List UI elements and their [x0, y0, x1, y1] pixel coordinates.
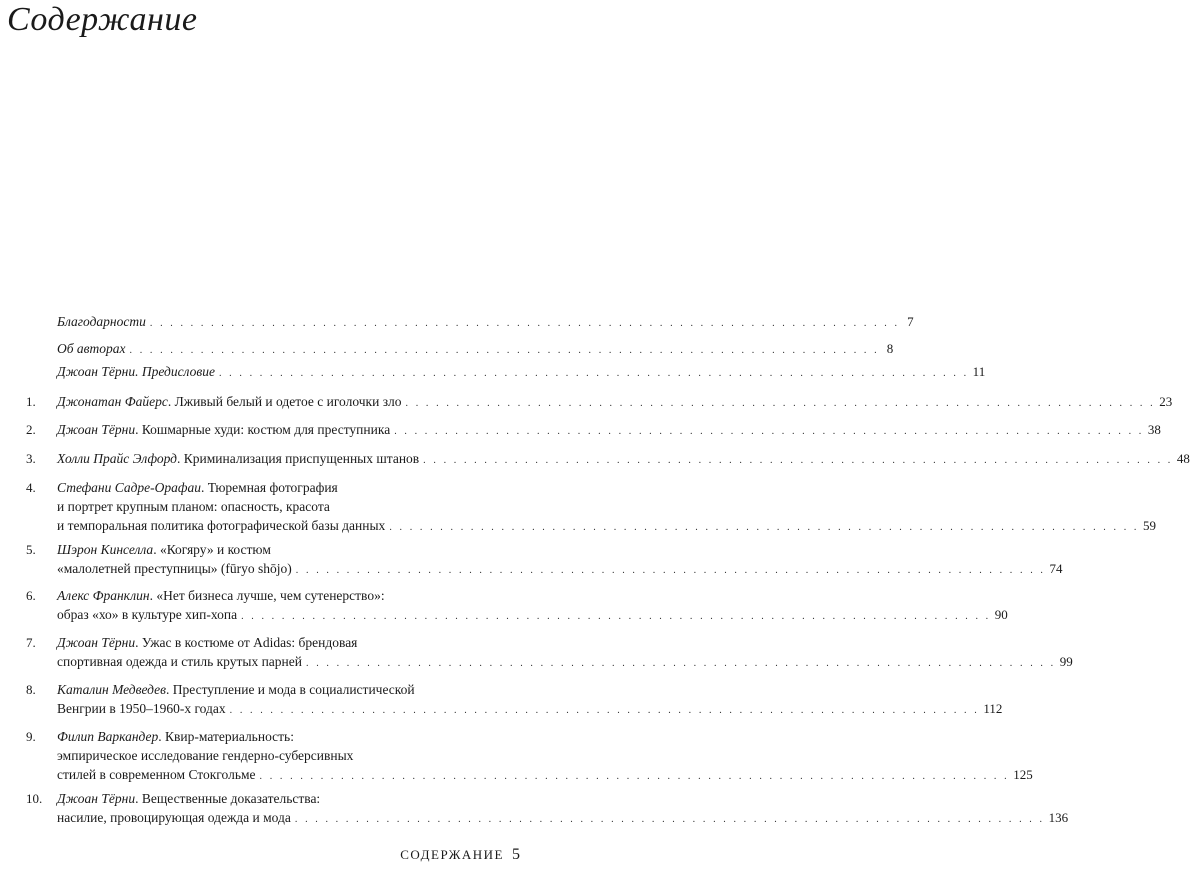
- author-separator: .: [135, 791, 142, 806]
- toc-line: [57, 449, 1190, 471]
- chapter-title-line: и темпоральная политика фотографической базы данных: [57, 518, 386, 533]
- toc-line-text: [57, 339, 126, 359]
- chapter-number: 1.: [26, 394, 36, 409]
- toc-line: [57, 559, 1063, 581]
- chapter-author: Филип Варкандер: [57, 729, 159, 744]
- author-separator: .: [135, 422, 142, 437]
- toc-line-text: [57, 680, 415, 700]
- chapter-title-line: «Когяру» и костюм: [159, 542, 271, 557]
- author-separator: .: [158, 729, 166, 744]
- author-separator: .: [153, 542, 160, 557]
- toc-line-text: [57, 699, 226, 719]
- toc-page-number: 48: [1176, 451, 1190, 466]
- toc-line-text: [57, 605, 237, 625]
- toc-line: [57, 516, 1157, 538]
- toc-line: [57, 699, 1003, 721]
- toc-line-text: [57, 559, 292, 579]
- toc-line-text: [57, 789, 320, 809]
- toc-line: [57, 540, 504, 560]
- toc-line-text: [57, 516, 385, 536]
- chapter-author: Джоан Тёрни: [57, 422, 136, 437]
- chapter-title-line: эмпирическое исследование гендерно-суберсивных: [57, 748, 354, 763]
- dot-leader: . . . . . . . . . . . . . . . . . . . . . . . . . . . . . . . . . . . . . . . . . . . . . . . . . . . . . . . . . . . . . . . . . . . . . . . . . .: [229, 705, 980, 716]
- chapter-author: Шэрон Кинселла: [57, 542, 154, 557]
- toc-front-title: Джоан Тёрни. Предисловие: [57, 364, 215, 379]
- footer-section-label: СОДЕРЖАНИЕ: [400, 847, 504, 862]
- chapter-author: Алекс Франклин: [57, 588, 150, 603]
- toc-line: [57, 727, 504, 747]
- dot-leader: . . . . . . . . . . . . . . . . . . . . . . . . . . . . . . . . . . . . . . . . . . . . . . . . . . . . . . . . . . . . . . . . . . . . . . . . . .: [259, 771, 1010, 782]
- toc-page-number: 7: [907, 314, 914, 329]
- toc-line: [57, 339, 894, 361]
- toc-line: [57, 680, 504, 700]
- chapter-number: 4.: [26, 480, 36, 495]
- dot-leader: . . . . . . . . . . . . . . . . . . . . . . . . . . . . . . . . . . . . . . . . . . . . . . . . . . . . . . . . . . . . . . . . . . . . . . . . . .: [294, 814, 1045, 825]
- toc-line-text: [57, 540, 271, 560]
- author-separator: .: [177, 451, 184, 466]
- toc-line: [57, 362, 986, 384]
- toc-page-number: 74: [1049, 561, 1063, 576]
- toc-line: [57, 633, 504, 653]
- chapter-title-line: «Нет бизнеса лучше, чем сутенерство»:: [156, 588, 385, 603]
- toc-page-number: 99: [1059, 654, 1073, 669]
- toc-line: [57, 478, 504, 498]
- chapter-number: 6.: [26, 588, 36, 603]
- author-separator: .: [135, 635, 142, 650]
- toc-line-text: [57, 586, 385, 606]
- toc-line: [57, 312, 914, 334]
- chapter-title-line: Криминализация приспущенных штанов: [183, 451, 420, 466]
- dot-leader: . . . . . . . . . . . . . . . . . . . . . . . . . . . . . . . . . . . . . . . . . . . . . . . . . . . . . . . . . . . . . . . . . . . . . . . . . .: [405, 398, 1156, 409]
- toc-line-text: [57, 497, 330, 517]
- chapter-title-line: Тюремная фотография: [207, 480, 338, 495]
- toc-line-text: [57, 478, 338, 498]
- toc-line-text: [57, 362, 215, 382]
- toc-page-number: 8: [886, 341, 894, 356]
- toc-page-number: 125: [1013, 767, 1033, 782]
- chapter-title-line: Ужас в костюме от Adidas: брендовая: [141, 635, 358, 650]
- chapter-author: Холли Прайс Элфорд: [57, 451, 178, 466]
- chapter-title-line: Лживый белый и одетое с иголочки зло: [174, 394, 402, 409]
- toc-line-text: [57, 420, 390, 440]
- toc-line-text: [57, 727, 294, 747]
- chapter-number: 7.: [26, 635, 36, 650]
- toc-line: [57, 808, 1069, 830]
- chapter-title-line: насилие, провоцирующая одежда и мода: [57, 810, 291, 825]
- chapter-title-line: Квир-материальность:: [165, 729, 294, 744]
- chapter-number: 3.: [26, 451, 36, 466]
- chapter-title-line: Кошмарные худи: костюм для преступника: [141, 422, 391, 437]
- chapter-author: Каталин Медведев: [57, 682, 166, 697]
- chapter-title-line: Венгрии в 1950–1960-х годах: [57, 701, 226, 716]
- toc-page-number: 11: [972, 364, 986, 379]
- page-title: Содержание: [7, 1, 198, 38]
- footer-page-number: 5: [512, 846, 520, 863]
- toc-line: [57, 765, 1033, 787]
- toc-page-number: 38: [1147, 422, 1161, 437]
- toc-line: [57, 420, 1161, 442]
- chapter-author: Джоан Тёрни: [57, 635, 136, 650]
- toc-page-number: 90: [994, 607, 1008, 622]
- chapter-author: Стефани Садре-Орафаи: [57, 480, 202, 495]
- chapter-title-line: спортивная одежда и стиль крутых парней: [57, 654, 302, 669]
- toc-line-text: [57, 633, 357, 653]
- chapter-author: Джоан Тёрни: [57, 791, 136, 806]
- toc-line-text: [57, 449, 419, 469]
- dot-leader: . . . . . . . . . . . . . . . . . . . . . . . . . . . . . . . . . . . . . . . . . . . . . . . . . . . . . . . . . . . . . . . . . . . . . . . . . .: [218, 368, 969, 379]
- toc-page-number: 112: [983, 701, 1003, 716]
- author-separator: .: [201, 480, 208, 495]
- toc-line-text: [57, 652, 302, 672]
- dot-leader: . . . . . . . . . . . . . . . . . . . . . . . . . . . . . . . . . . . . . . . . . . . . . . . . . . . . . . . . . . . . . . . . . . . . . . . . . .: [306, 658, 1056, 669]
- chapter-number: 10.: [26, 791, 43, 806]
- dot-leader: . . . . . . . . . . . . . . . . . . . . . . . . . . . . . . . . . . . . . . . . . . . . . . . . . . . . . . . . . . . . . . . . . . . . . . . . . .: [129, 345, 880, 356]
- toc-line-text: [57, 392, 402, 412]
- toc-front-title: Благодарности: [57, 314, 146, 329]
- toc-line-text: [57, 765, 256, 785]
- toc-line: [57, 789, 504, 809]
- dot-leader: . . . . . . . . . . . . . . . . . . . . . . . . . . . . . . . . . . . . . . . . . . . . . . . . . . . . . . . . . . . . . . . . . . . . . . . . . .: [394, 426, 1144, 437]
- toc-line: [57, 497, 504, 517]
- chapter-title-line: «малолетней преступницы» (fūryo shōjo): [57, 561, 292, 576]
- dot-leader: . . . . . . . . . . . . . . . . . . . . . . . . . . . . . . . . . . . . . . . . . . . . . . . . . . . . . . . . . . . . . . . . . . . . . . . . . .: [389, 522, 1140, 533]
- toc-line: [57, 586, 504, 606]
- toc-line: [57, 392, 1173, 414]
- dot-leader: . . . . . . . . . . . . . . . . . . . . . . . . . . . . . . . . . . . . . . . . . . . . . . . . . . . . . . . . . . . . . . . . . . . . . . . . . .: [241, 611, 991, 622]
- toc-page-number: 23: [1159, 394, 1173, 409]
- toc-line: [57, 605, 1008, 627]
- chapter-author: Джонатан Файерс: [57, 394, 168, 409]
- toc-line-text: [57, 808, 291, 828]
- chapter-number: 8.: [26, 682, 36, 697]
- author-separator: .: [166, 682, 173, 697]
- toc-page-number: 59: [1143, 518, 1157, 533]
- dot-leader: . . . . . . . . . . . . . . . . . . . . . . . . . . . . . . . . . . . . . . . . . . . . . . . . . . . . . . . . . . . . . . . . . . . . . . . . . .: [423, 455, 1173, 466]
- author-separator: .: [149, 588, 157, 603]
- dot-leader: . . . . . . . . . . . . . . . . . . . . . . . . . . . . . . . . . . . . . . . . . . . . . . . . . . . . . . . . . . . . . . . . . . . . . . . . . .: [149, 318, 900, 329]
- chapter-title-line: и портрет крупным планом: опасность, красота: [57, 499, 330, 514]
- chapter-number: 5.: [26, 542, 36, 557]
- chapter-title-line: стилей в современном Стокгольме: [57, 767, 256, 782]
- chapter-number: 2.: [26, 422, 36, 437]
- toc-line: [57, 746, 504, 766]
- chapter-title-line: Вещественные доказательства:: [141, 791, 321, 806]
- toc-front-title: Об авторах: [57, 341, 126, 356]
- toc-line-text: [57, 312, 146, 332]
- author-separator: .: [167, 394, 175, 409]
- chapter-title-line: Преступление и мода в социалистической: [172, 682, 415, 697]
- running-footer: [400, 846, 520, 864]
- toc-line: [57, 652, 1073, 674]
- chapter-title-line: образ «хо» в культуре хип-хопа: [57, 607, 238, 622]
- toc-line-text: [57, 746, 353, 766]
- chapter-number: 9.: [26, 729, 36, 744]
- toc-page-number: 136: [1048, 810, 1069, 825]
- dot-leader: . . . . . . . . . . . . . . . . . . . . . . . . . . . . . . . . . . . . . . . . . . . . . . . . . . . . . . . . . . . . . . . . . . . . . . . . . .: [295, 565, 1046, 576]
